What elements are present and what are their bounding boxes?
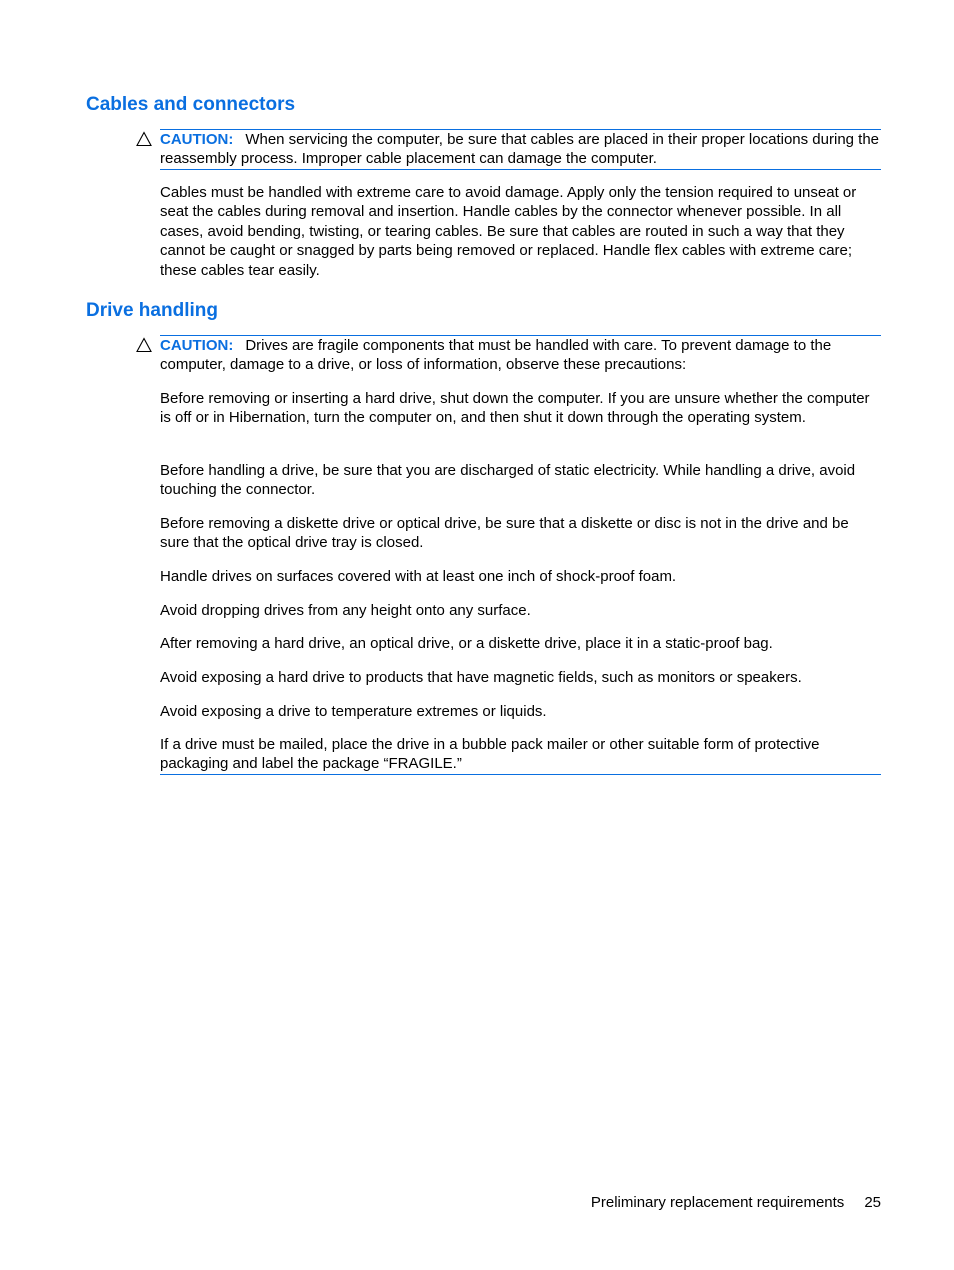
paragraph-drive-foam: Handle drives on surfaces covered with at least one inch of shock-proof foam. [160, 568, 677, 585]
caution-label: CAUTION: [160, 337, 234, 354]
caution-note-drives [160, 335, 881, 375]
paragraph-drive-shutdown: Before removing or inserting a hard drive, shut down the computer. If you are unsure whether the computer is off or in Hibernation, turn the computer on, and then shut it down through the operating system. [160, 390, 870, 427]
caution-triangle-icon [136, 131, 152, 147]
paragraph-cables-handling: Cables must be handled with extreme care to avoid damage. Apply only the tension required to unseat or seat the cables during removal and insertion. Handle cables by the connector whenever possible. In all cases, avoid bending, twisting, or tearing cables. Be sure that cables are routed in such a way that they cannot be caught or snagged by parts being removed or replaced. Handle flex cables with extreme care; these cables tear easily. [160, 184, 857, 279]
section-heading-drives: Drive handling [86, 300, 218, 321]
section-heading-cables: Cables and connectors [86, 94, 296, 115]
paragraph-drive-magnetic: Avoid exposing a hard drive to products that have magnetic fields, such as monitors or speakers. [160, 669, 802, 686]
caution-text: Drives are fragile components that must be handled with care. To prevent damage to the computer, damage to a drive, or loss of information, observe these precautions: [160, 337, 832, 374]
paragraph-drive-diskette: Before removing a diskette drive or optical drive, be sure that a diskette or disc is not in the drive and be sure that the optical drive tray is closed. [160, 515, 849, 552]
paragraph-drive-mailing: If a drive must be mailed, place the drive in a bubble pack mailer or other suitable form of protective packaging and label the package “FRAGILE.” [160, 735, 881, 775]
caution-text: When servicing the computer, be sure that cables are placed in their proper locations during the reassembly process. Improper cable placement can damage the computer. [160, 131, 880, 168]
caution-label: CAUTION: [160, 131, 234, 148]
paragraph-drive-static-bag: After removing a hard drive, an optical drive, or a diskette drive, place it in a static-proof bag. [160, 635, 773, 652]
page-number: 25 [864, 1194, 881, 1211]
caution-triangle-icon [136, 337, 152, 353]
footer-title: Preliminary replacement requirements [590, 1194, 845, 1211]
paragraph-drive-static: Before handling a drive, be sure that you are discharged of static electricity. While handling a drive, avoid touching the connector. [160, 462, 856, 499]
paragraph-drive-dropping: Avoid dropping drives from any height onto any surface. [160, 602, 531, 619]
page-footer [591, 1193, 881, 1212]
caution-note-cables [160, 129, 881, 170]
paragraph-drive-temperature: Avoid exposing a drive to temperature extremes or liquids. [160, 703, 547, 720]
